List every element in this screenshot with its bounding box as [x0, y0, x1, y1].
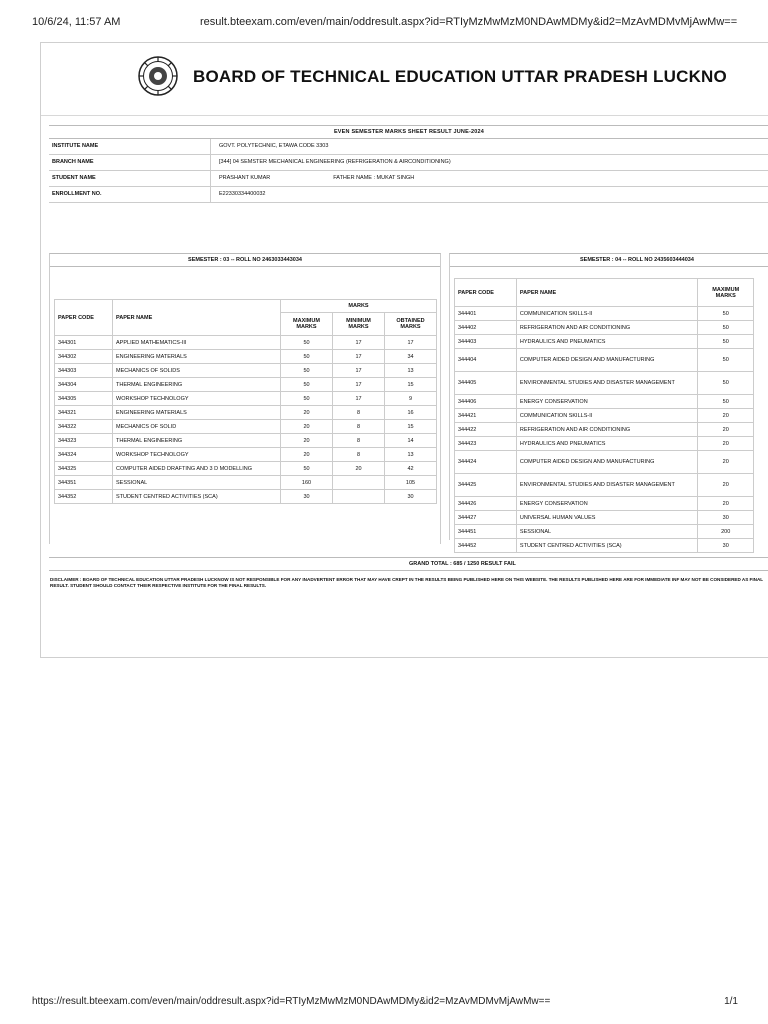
- table-row: [455, 539, 754, 553]
- col-min-marks: MINIMUM MARKS: [333, 313, 385, 336]
- table-row: [55, 392, 437, 406]
- father-name: FATHER NAME : MUKAT SINGH: [333, 175, 415, 181]
- paper-name-cell: MECHANICS OF SOLIDS: [113, 364, 281, 378]
- paper-code-cell: 344403: [455, 335, 517, 349]
- min-marks-cell: 17: [333, 350, 385, 364]
- paper-code-cell: 344422: [455, 423, 517, 437]
- table-row: [55, 490, 437, 504]
- max-marks-cell: 30: [281, 490, 333, 504]
- table-row: [455, 409, 754, 423]
- min-marks-cell: [333, 490, 385, 504]
- paper-name-cell: HYDRAULICS AND PNEUMATICS: [516, 335, 698, 349]
- student-label: STUDENT NAME: [49, 171, 211, 186]
- paper-name-cell: APPLIED MATHEMATICS-III: [113, 336, 281, 350]
- table-row: [455, 474, 754, 497]
- max-marks-cell: 20: [698, 451, 754, 474]
- semester-03-table: [54, 299, 437, 504]
- col-max-marks: MAXIMUM MARKS: [281, 313, 333, 336]
- paper-name-cell: STUDENT CENTRED ACTIVITIES (SCA): [113, 490, 281, 504]
- min-marks-cell: 17: [333, 336, 385, 350]
- table-row: [55, 420, 437, 434]
- obtained-marks-cell: 13: [385, 448, 437, 462]
- obtained-marks-cell: 42: [385, 462, 437, 476]
- table-row: [455, 349, 754, 372]
- table-row: [55, 406, 437, 420]
- paper-name-cell: STUDENT CENTRED ACTIVITIES (SCA): [516, 539, 698, 553]
- paper-code-cell: 344351: [55, 476, 113, 490]
- board-title: BOARD OF TECHNICAL EDUCATION UTTAR PRADESH LUCKNO: [193, 67, 727, 86]
- paper-code-cell: 344325: [55, 462, 113, 476]
- paper-code-cell: 344404: [455, 349, 517, 372]
- col-paper-name: PAPER NAME: [113, 300, 281, 336]
- col-obtained-marks: OBTAINED MARKS: [385, 313, 437, 336]
- max-marks-cell: 50: [698, 372, 754, 395]
- max-marks-cell: 50: [281, 364, 333, 378]
- max-marks-cell: 20: [698, 497, 754, 511]
- print-header-url: result.bteexam.com/even/main/oddresult.aspx?id=RTIyMzMwMzM0NDAwMDMy&id2=MzAvMDMvMjAwMw==: [200, 16, 738, 28]
- min-marks-cell: 17: [333, 378, 385, 392]
- paper-name-cell: COMPUTER AIDED DESIGN AND MANUFACTURING: [516, 451, 698, 474]
- obtained-marks-cell: 9: [385, 392, 437, 406]
- paper-name-cell: ENGINEERING MATERIALS: [113, 350, 281, 364]
- enrollment-value: E22330334400032: [219, 191, 266, 197]
- branch-label: BRANCH NAME: [49, 155, 211, 170]
- table-row: [55, 336, 437, 350]
- paper-name-cell: REFRIGERATION AND AIR CONDITIONING: [516, 321, 698, 335]
- table-row: [455, 525, 754, 539]
- max-marks-cell: 160: [281, 476, 333, 490]
- max-marks-cell: 50: [698, 321, 754, 335]
- paper-code-cell: 344301: [55, 336, 113, 350]
- result-page: [40, 42, 768, 658]
- obtained-marks-cell: 15: [385, 378, 437, 392]
- paper-code-cell: 344324: [55, 448, 113, 462]
- table-row: [55, 434, 437, 448]
- max-marks-cell: 200: [698, 525, 754, 539]
- obtained-marks-cell: 34: [385, 350, 437, 364]
- max-marks-cell: 50: [281, 462, 333, 476]
- max-marks-cell: 20: [698, 423, 754, 437]
- paper-code-cell: 344425: [455, 474, 517, 497]
- paper-code-cell: 344426: [455, 497, 517, 511]
- semester-04-title: SEMESTER : 04 -- ROLL NO 2435603444034: [450, 254, 768, 267]
- paper-code-cell: 344302: [55, 350, 113, 364]
- semester-04-table: [454, 278, 754, 553]
- col-max-marks-sem4: MAXIMUM MARKS: [698, 279, 754, 307]
- paper-code-cell: 344322: [55, 420, 113, 434]
- semester-03-title: SEMESTER : 03 -- ROLL NO 2463033443034: [50, 254, 440, 267]
- obtained-marks-cell: 17: [385, 336, 437, 350]
- paper-name-cell: COMPUTER AIDED DRAFTING AND 3 D MODELLING: [113, 462, 281, 476]
- grand-total: GRAND TOTAL : 685 / 1250 RESULT FAIL: [409, 561, 516, 567]
- obtained-marks-cell: 14: [385, 434, 437, 448]
- print-datetime: 10/6/24, 11:57 AM: [32, 16, 121, 28]
- obtained-marks-cell: 15: [385, 420, 437, 434]
- table-row: [455, 497, 754, 511]
- paper-name-cell: ENERGY CONSERVATION: [516, 395, 698, 409]
- institute-value: GOVT. POLYTECHNIC, ETAWA CODE 3303: [219, 143, 329, 149]
- min-marks-cell: 8: [333, 434, 385, 448]
- table-row: [55, 350, 437, 364]
- paper-code-cell: 344402: [455, 321, 517, 335]
- max-marks-cell: 50: [698, 395, 754, 409]
- table-row: [55, 476, 437, 490]
- paper-code-cell: 344427: [455, 511, 517, 525]
- table-row: [55, 378, 437, 392]
- max-marks-cell: 50: [698, 307, 754, 321]
- paper-code-cell: 344421: [455, 409, 517, 423]
- paper-code-cell: 344451: [455, 525, 517, 539]
- paper-name-cell: COMMUNICATION SKILLS-II: [516, 409, 698, 423]
- min-marks-cell: 17: [333, 364, 385, 378]
- institute-row: [49, 139, 768, 155]
- table-row: [455, 335, 754, 349]
- max-marks-cell: 50: [281, 350, 333, 364]
- paper-name-cell: ENERGY CONSERVATION: [516, 497, 698, 511]
- max-marks-cell: 50: [698, 335, 754, 349]
- grand-total-bar: [49, 557, 768, 571]
- institute-label: INSTITUTE NAME: [49, 139, 211, 154]
- obtained-marks-cell: 13: [385, 364, 437, 378]
- max-marks-cell: 20: [281, 420, 333, 434]
- table-row: [455, 372, 754, 395]
- paper-code-cell: 344304: [55, 378, 113, 392]
- enrollment-label: ENROLLMENT NO.: [49, 187, 211, 202]
- obtained-marks-cell: 105: [385, 476, 437, 490]
- paper-code-cell: 344452: [455, 539, 517, 553]
- max-marks-cell: 30: [698, 539, 754, 553]
- max-marks-cell: 20: [281, 406, 333, 420]
- paper-code-cell: 344352: [55, 490, 113, 504]
- min-marks-cell: 8: [333, 448, 385, 462]
- paper-name-cell: REFRIGERATION AND AIR CONDITIONING: [516, 423, 698, 437]
- paper-name-cell: MECHANICS OF SOLID: [113, 420, 281, 434]
- max-marks-cell: 50: [698, 349, 754, 372]
- semester-04-panel: [449, 253, 768, 549]
- table-row: [55, 448, 437, 462]
- col-paper-code: PAPER CODE: [55, 300, 113, 336]
- sheet-title: EVEN SEMESTER MARKS SHEET RESULT JUNE-2024: [49, 125, 768, 139]
- student-value: PRASHANT KUMAR: [219, 175, 271, 181]
- max-marks-cell: 50: [281, 392, 333, 406]
- student-row: [49, 171, 768, 187]
- paper-code-cell: 344405: [455, 372, 517, 395]
- max-marks-cell: 50: [281, 378, 333, 392]
- board-banner: [41, 43, 768, 116]
- max-marks-cell: 20: [698, 409, 754, 423]
- paper-name-cell: SESSIONAL: [113, 476, 281, 490]
- enrollment-row: [49, 187, 768, 203]
- min-marks-cell: [333, 476, 385, 490]
- max-marks-cell: 50: [281, 336, 333, 350]
- paper-name-cell: ENVIRONMENTAL STUDIES AND DISASTER MANAGEMENT: [516, 474, 698, 497]
- table-row: [455, 395, 754, 409]
- table-row: [455, 307, 754, 321]
- board-emblem-icon: [138, 56, 178, 96]
- min-marks-cell: 8: [333, 420, 385, 434]
- max-marks-cell: 20: [698, 437, 754, 451]
- col-marks: MARKS: [281, 300, 437, 313]
- paper-name-cell: COMPUTER AIDED DESIGN AND MANUFACTURING: [516, 349, 698, 372]
- col-paper-code-sem4: PAPER CODE: [455, 279, 517, 307]
- obtained-marks-cell: 30: [385, 490, 437, 504]
- table-row: [55, 462, 437, 476]
- table-row: [455, 437, 754, 451]
- print-footer-url: https://result.bteexam.com/even/main/oddresult.aspx?id=RTIyMzMwMzM0NDAwMDMy&id2=MzAvMDMvMjAwMw==: [32, 996, 551, 1007]
- max-marks-cell: 20: [281, 448, 333, 462]
- paper-code-cell: 344323: [55, 434, 113, 448]
- paper-code-cell: 344305: [55, 392, 113, 406]
- table-row: [455, 511, 754, 525]
- paper-name-cell: THERMAL ENGINEERING: [113, 434, 281, 448]
- paper-name-cell: WORKSHOP TECHNOLOGY: [113, 392, 281, 406]
- col-paper-name-sem4: PAPER NAME: [516, 279, 698, 307]
- paper-name-cell: THERMAL ENGINEERING: [113, 378, 281, 392]
- paper-name-cell: SESSIONAL: [516, 525, 698, 539]
- min-marks-cell: 8: [333, 406, 385, 420]
- paper-code-cell: 344401: [455, 307, 517, 321]
- obtained-marks-cell: 16: [385, 406, 437, 420]
- table-row: [455, 451, 754, 474]
- semester-03-panel: [49, 253, 441, 544]
- page-number: 1/1: [724, 996, 738, 1007]
- paper-code-cell: 344303: [55, 364, 113, 378]
- paper-name-cell: UNIVERSAL HUMAN VALUES: [516, 511, 698, 525]
- branch-row: [49, 155, 768, 171]
- paper-code-cell: 344321: [55, 406, 113, 420]
- max-marks-cell: 20: [281, 434, 333, 448]
- max-marks-cell: 30: [698, 511, 754, 525]
- min-marks-cell: 20: [333, 462, 385, 476]
- paper-name-cell: WORKSHOP TECHNOLOGY: [113, 448, 281, 462]
- paper-code-cell: 344406: [455, 395, 517, 409]
- disclaimer: DISCLAIMER : BOARD OF TECHNICAL EDUCATION UTTAR PRADESH LUCKNOW IS NOT RESPONSIBLE FOR ANY INADVERTENT ERROR THAT MAY HAVE CREPT IN THE RESULTS BEING PUBLISHED HERE ON THIS WEBSITE. THE RESULTS PUBLISHED HERE ARE FOR IMMEDIATE INF MAY NOT BE CONSIDERED AS FINAL RESULT. STUDENT SHOULD CONTACT THEIR RESPECTIVE INSTITUTE FOR THE FINAL RESULTS.: [50, 577, 763, 588]
- min-marks-cell: 17: [333, 392, 385, 406]
- table-row: [455, 321, 754, 335]
- paper-name-cell: COMMUNICATION SKILLS-II: [516, 307, 698, 321]
- paper-name-cell: HYDRAULICS AND PNEUMATICS: [516, 437, 698, 451]
- branch-value: [344] 04 SEMSTER MECHANICAL ENGINEERING (REFRIGERATION & AIRCONDITIONING): [219, 159, 451, 165]
- table-row: [55, 364, 437, 378]
- paper-code-cell: 344423: [455, 437, 517, 451]
- marks-sheet: [49, 125, 768, 588]
- paper-code-cell: 344424: [455, 451, 517, 474]
- paper-name-cell: ENGINEERING MATERIALS: [113, 406, 281, 420]
- table-row: [455, 423, 754, 437]
- paper-name-cell: ENVIRONMENTAL STUDIES AND DISASTER MANAGEMENT: [516, 372, 698, 395]
- max-marks-cell: 20: [698, 474, 754, 497]
